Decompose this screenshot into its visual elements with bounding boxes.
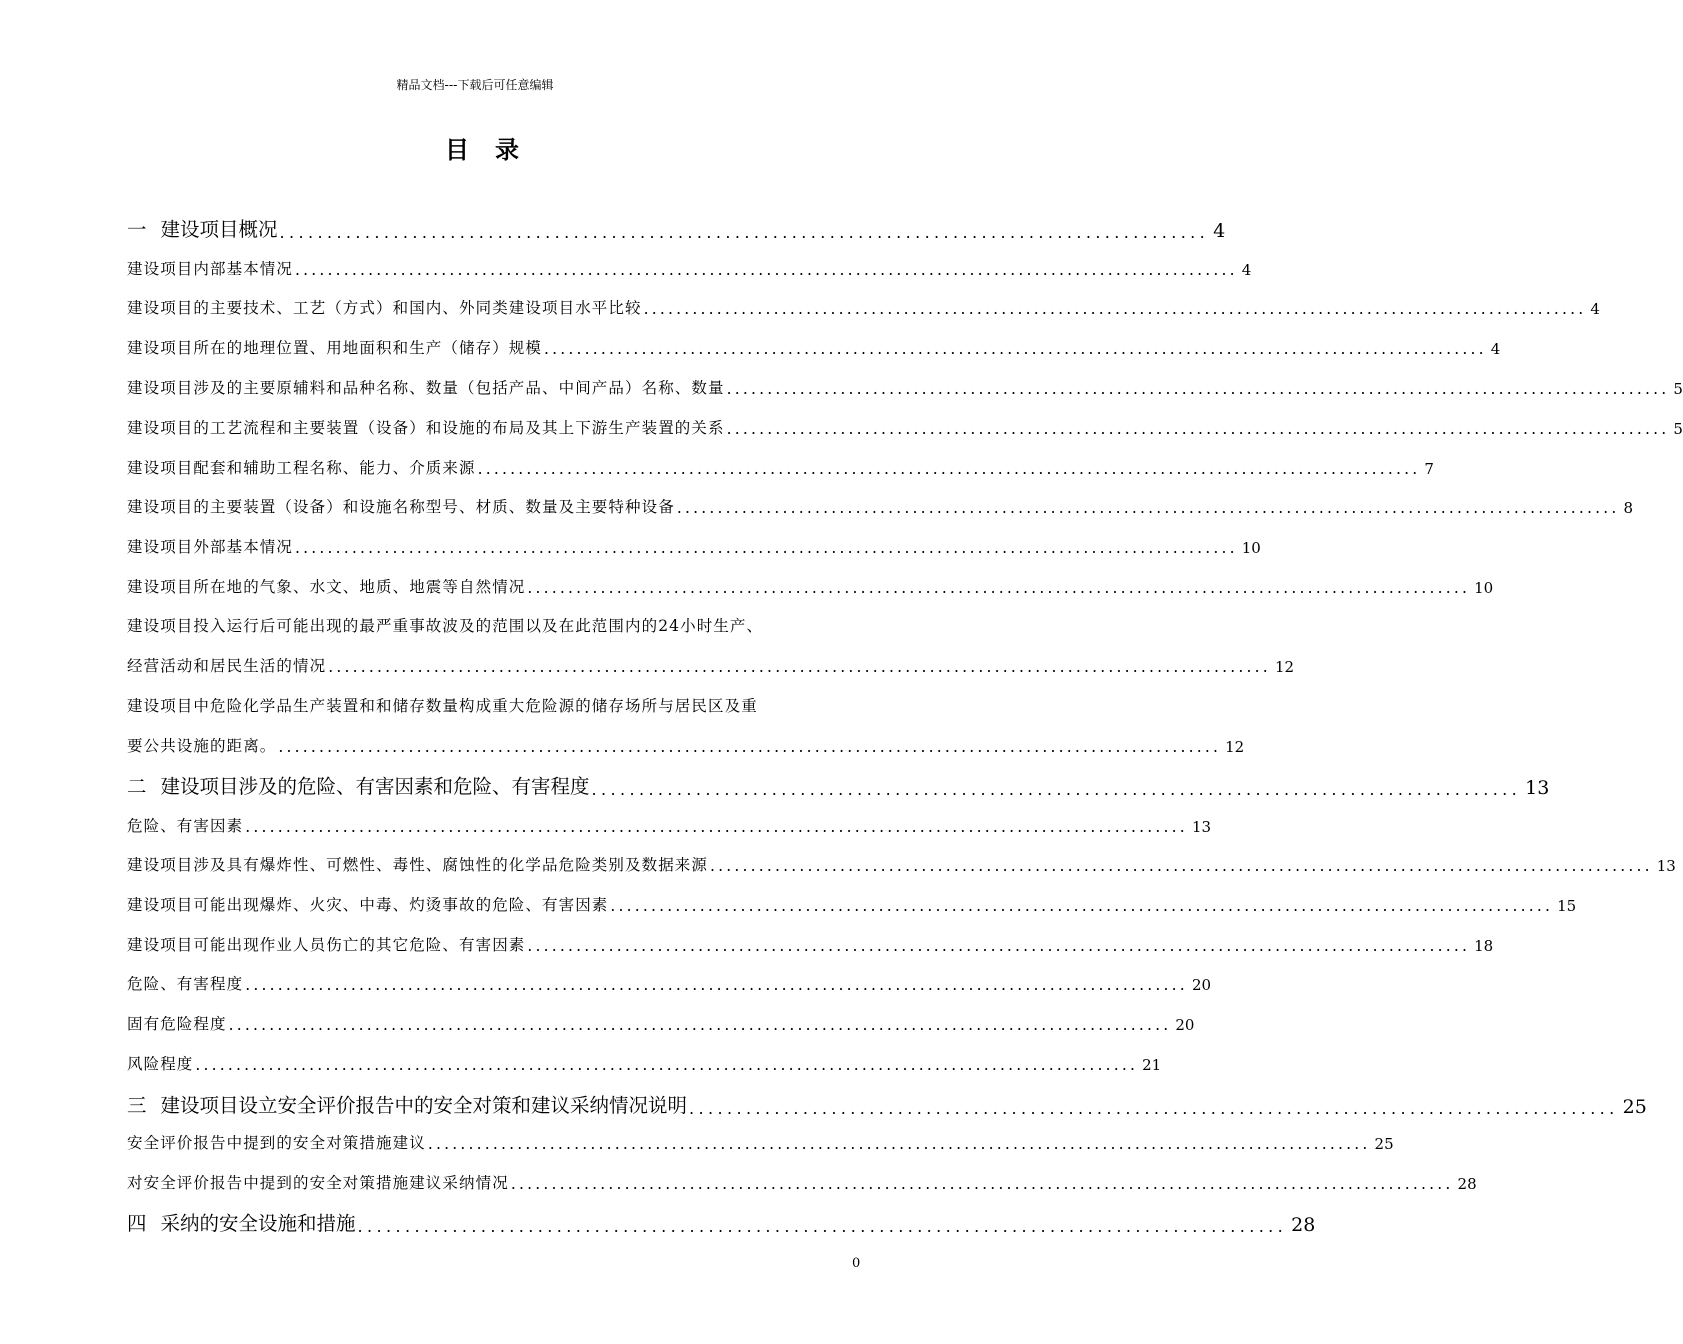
- toc-entry-text: 建设项目投入运行后可能出现的最严重事故波及的范围以及在此范围内的24小时生产、: [127, 617, 764, 635]
- dot-leader: ....................................................................................................................: [427, 1135, 1371, 1153]
- page-number: 0: [852, 1256, 861, 1271]
- toc-section-1[interactable]: [127, 214, 1226, 242]
- toc-entry-text: 建设项目的主要装置（设备）和设施名称型号、材质、数量及主要特种设备: [127, 498, 675, 516]
- toc-entry-text: 建设项目可能出现爆炸、火灾、中毒、灼烫事故的危险、有害因素: [127, 896, 609, 914]
- dot-leader: ....................................................................................................................: [527, 937, 1471, 955]
- toc-page-number: 5: [1673, 420, 1683, 438]
- toc-entry[interactable]: [127, 575, 1494, 597]
- toc-entry[interactable]: [127, 456, 1434, 478]
- toc-page-number: 25: [1622, 1096, 1647, 1118]
- section-number: 三: [127, 1094, 147, 1117]
- toc-entry-line1[interactable]: [127, 614, 882, 636]
- section-number: 四: [127, 1212, 147, 1235]
- toc-page-number: 7: [1424, 460, 1434, 478]
- toc-page-number: 8: [1623, 499, 1634, 517]
- toc-entry-text: 建设项目涉及的危险、有害因素和危险、有害程度: [160, 775, 590, 798]
- toc-page-number: 4: [1213, 220, 1226, 242]
- toc-entry-text: 采纳的安全设施和措施: [160, 1212, 356, 1235]
- toc-entry[interactable]: [127, 853, 1676, 875]
- dot-leader: ....................................................................................................................: [676, 499, 1620, 517]
- toc-entry[interactable]: [127, 376, 1683, 398]
- toc-entry-text: 建设项目所在地的气象、水文、地质、地震等自然情况: [127, 578, 526, 596]
- dot-leader: ....................................................................................................................: [295, 261, 1238, 279]
- dot-leader: ....................................................................................................................: [228, 1016, 1172, 1034]
- dot-leader: ..................................................................................................: [689, 1099, 1619, 1118]
- dot-leader: ..................................................................................................: [591, 780, 1522, 799]
- toc-title: 目录: [445, 136, 545, 164]
- toc-section-2[interactable]: [127, 771, 1550, 799]
- dot-leader: ....................................................................................................................: [477, 460, 1421, 478]
- toc-entry-text: 经营活动和居民生活的情况: [127, 657, 327, 675]
- toc-entry[interactable]: [127, 535, 1261, 557]
- dot-leader: ....................................................................................................................: [510, 1175, 1454, 1193]
- toc-page-number: 21: [1142, 1056, 1162, 1074]
- toc-entry[interactable]: [127, 972, 1212, 994]
- toc-entry-text: 安全评价报告中提到的安全对策措施建议: [127, 1134, 426, 1152]
- toc-page-number: 4: [1490, 340, 1501, 358]
- section-number: 二: [127, 775, 147, 798]
- toc-page-number: 25: [1374, 1135, 1394, 1153]
- toc-entry[interactable]: [127, 814, 1212, 836]
- toc-entry[interactable]: [127, 1171, 1477, 1193]
- dot-leader: ....................................................................................................................: [527, 579, 1471, 597]
- toc-entry[interactable]: [127, 933, 1494, 955]
- toc-entry-text: 建设项目设立安全评价报告中的安全对策和建议采纳情况说明: [160, 1094, 688, 1117]
- toc-page-number: 13: [1525, 777, 1550, 799]
- toc-entry-text: 建设项目内部基本情况: [127, 260, 294, 278]
- dot-leader: ....................................................................................................................: [610, 897, 1554, 915]
- toc-entry[interactable]: [127, 257, 1252, 279]
- dot-leader: ....................................................................................................................: [726, 420, 1670, 438]
- toc-entry[interactable]: [127, 336, 1501, 358]
- toc-entry[interactable]: [127, 296, 1600, 318]
- toc-page-number: 10: [1474, 579, 1494, 597]
- dot-leader: ....................................................................................................................: [643, 300, 1587, 318]
- toc-entry[interactable]: [127, 654, 1295, 676]
- toc-entry[interactable]: [127, 1131, 1394, 1153]
- toc-entry-text: 建设项目的主要技术、工艺（方式）和国内、外同类建设项目水平比较: [127, 299, 642, 317]
- dot-leader: ....................................................................................................................: [726, 380, 1670, 398]
- toc-entry-text: 建设项目涉及具有爆炸性、可燃性、毒性、腐蚀性的化学品危险类别及数据来源: [127, 856, 709, 874]
- dot-leader: ..................................................................................................: [357, 1217, 1288, 1236]
- toc-entry[interactable]: [127, 1052, 1162, 1074]
- toc-page-number: 13: [1191, 818, 1212, 836]
- dot-leader: ....................................................................................................................: [544, 340, 1487, 358]
- toc-entry-text: 建设项目中危险化学品生产装置和和储存数量构成重大危险源的储存场所与居民区及重: [127, 697, 758, 715]
- dot-leader: ....................................................................................................................: [195, 1056, 1139, 1074]
- toc-entry[interactable]: [127, 495, 1634, 517]
- toc-entry-text: 对安全评价报告中提到的安全对策措施建议采纳情况: [127, 1174, 509, 1192]
- toc-entry-text: 建设项目可能出现作业人员伤亡的其它危险、有害因素: [127, 936, 526, 954]
- document-header-note: 精品文档---下载后可任意编辑: [396, 78, 554, 92]
- toc-entry[interactable]: [127, 734, 1245, 756]
- dot-leader: ....................................................................................................................: [245, 976, 1188, 994]
- dot-leader: ....................................................................................................................: [710, 857, 1653, 875]
- toc-page-number: 12: [1274, 658, 1295, 676]
- toc-entry-text: 要公共设施的距离。: [127, 737, 277, 755]
- dot-leader: ..................................................................................................: [279, 223, 1210, 242]
- toc-page-number: 4: [1590, 300, 1600, 318]
- toc-page-number: 28: [1291, 1214, 1316, 1236]
- toc-section-4[interactable]: [127, 1208, 1316, 1236]
- toc-page-number: 10: [1241, 539, 1261, 557]
- toc-entry-text: 风险程度: [127, 1055, 194, 1073]
- toc-entry-text: 建设项目涉及的主要原辅料和品种名称、数量（包括产品、中间产品）名称、数量: [127, 379, 725, 397]
- toc-entry[interactable]: [127, 416, 1683, 438]
- toc-page-number: 28: [1457, 1175, 1477, 1193]
- toc-page-number: 4: [1241, 261, 1252, 279]
- toc-page-number: 5: [1673, 380, 1683, 398]
- dot-leader: ....................................................................................................................: [278, 738, 1222, 756]
- dot-leader: ....................................................................................................................: [328, 658, 1271, 676]
- toc-entry-text: 建设项目外部基本情况: [127, 538, 294, 556]
- toc-entry-text: 建设项目所在的地理位置、用地面积和生产（储存）规模: [127, 339, 543, 357]
- dot-leader: ....................................................................................................................: [245, 818, 1188, 836]
- toc-page-number: 18: [1474, 937, 1494, 955]
- toc-entry-text: 建设项目配套和辅助工程名称、能力、介质来源: [127, 459, 476, 477]
- toc-entry-line1[interactable]: [127, 694, 882, 716]
- toc-entry[interactable]: [127, 893, 1577, 915]
- dot-leader: ....................................................................................................................: [295, 539, 1238, 557]
- toc-page-number: 20: [1191, 976, 1212, 994]
- section-number: 一: [127, 218, 147, 241]
- toc-entry-text: 危险、有害因素: [127, 817, 244, 835]
- toc-section-3[interactable]: [127, 1090, 1647, 1118]
- toc-entry-text: 危险、有害程度: [127, 975, 244, 993]
- toc-page-number: 13: [1656, 857, 1676, 875]
- toc-entry[interactable]: [127, 1012, 1195, 1034]
- toc-entry-text: 建设项目概况: [160, 218, 278, 241]
- toc-entry-text: 固有危险程度: [127, 1015, 227, 1033]
- toc-entry-text: 建设项目的工艺流程和主要装置（设备）和设施的布局及其上下游生产装置的关系: [127, 419, 725, 437]
- toc-page-number: 15: [1557, 897, 1577, 915]
- toc-page-number: 12: [1225, 738, 1245, 756]
- toc-page-number: 20: [1175, 1016, 1195, 1034]
